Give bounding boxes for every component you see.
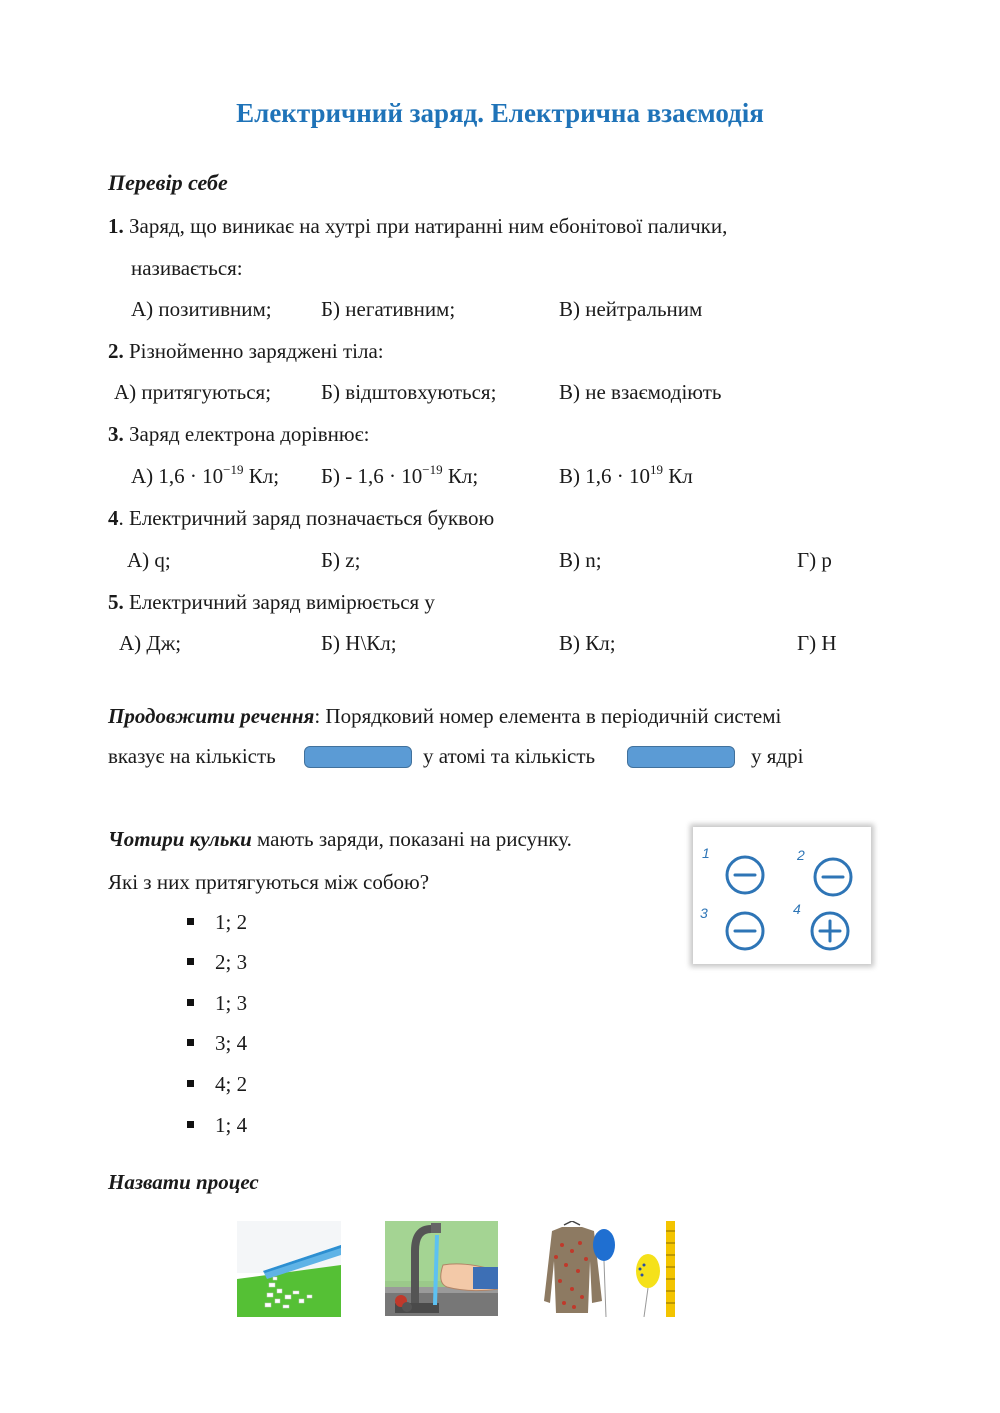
bullet-icon bbox=[187, 958, 194, 965]
balls-option-1[interactable]: 1; 2 bbox=[215, 910, 248, 934]
process-image-paper-bits bbox=[237, 1221, 341, 1317]
continue-sentence-line-1 bbox=[108, 706, 781, 727]
minus-charge-icon bbox=[815, 859, 851, 895]
question-1 bbox=[108, 216, 727, 237]
q1-option-b[interactable]: Б) негативним; bbox=[321, 297, 456, 321]
question-3-number: 3. bbox=[108, 422, 124, 446]
minus-charge-icon bbox=[727, 913, 763, 949]
section-heading-check: Перевір себе bbox=[108, 170, 228, 195]
balls-option-6[interactable]: 1; 4 bbox=[215, 1113, 248, 1137]
continue-sentence-text: : Порядковий номер елемента в періодичній системі bbox=[314, 704, 782, 728]
balls-question-line-1 bbox=[108, 829, 572, 850]
question-4-number: 4 bbox=[108, 506, 119, 530]
question-1-number: 1. bbox=[108, 214, 124, 238]
ball-label-4: 4 bbox=[793, 901, 801, 917]
balls-question-text-2: Які з них притягуються між собою? bbox=[108, 870, 430, 894]
charged-balls-figure bbox=[693, 827, 871, 964]
process-image-water-tap bbox=[385, 1221, 498, 1316]
page-title: Електричний заряд. Електрична взаємодія bbox=[236, 98, 764, 128]
q2-option-b[interactable]: Б) відштовхуються; bbox=[321, 380, 497, 404]
q5-option-c[interactable]: В) Кл; bbox=[559, 631, 616, 655]
q4-option-b[interactable]: Б) z; bbox=[321, 548, 361, 572]
bullet-icon bbox=[187, 1080, 194, 1087]
q1-option-c[interactable]: В) нейтральним bbox=[559, 297, 703, 321]
continue-sentence-text-2: вказує на кількість bbox=[108, 744, 276, 768]
q5-option-d[interactable]: Г) Н bbox=[797, 631, 837, 655]
q3-option-b[interactable]: $Б) - 1,6 \cdot 10^{-19}$ Кл; bbox=[321, 462, 479, 488]
plus-charge-icon bbox=[812, 913, 848, 949]
ball-label-2: 2 bbox=[797, 847, 805, 863]
question-2 bbox=[108, 341, 384, 362]
q4-option-c[interactable]: В) n; bbox=[559, 548, 602, 572]
question-5-text: Електричний заряд вимірюється у bbox=[129, 590, 435, 614]
bullet-icon bbox=[187, 918, 194, 925]
q4-option-a[interactable]: А) q; bbox=[127, 548, 171, 572]
question-5-number: 5. bbox=[108, 590, 124, 614]
continue-sentence-label: Продовжити речення bbox=[108, 704, 315, 728]
q3-option-c[interactable]: В) $1,6 \cdot 10^{19}$ Кл bbox=[559, 462, 693, 488]
question-1-text-cont: називається: bbox=[131, 256, 243, 280]
balls-question-text: мають заряди, показані на рисунку. bbox=[251, 827, 572, 851]
q5-option-b[interactable]: Б) Н\Кл; bbox=[321, 631, 397, 655]
q3-option-a[interactable]: А) $1,6 \cdot 10^{-19}$ Кл; bbox=[131, 462, 280, 488]
question-3-text: Заряд електрона дорівнює: bbox=[129, 422, 370, 446]
bullet-icon bbox=[187, 999, 194, 1006]
balls-option-4[interactable]: 3; 4 bbox=[215, 1031, 248, 1055]
section-heading-process: Назвати процес bbox=[108, 1170, 259, 1194]
question-2-number: 2. bbox=[108, 339, 124, 363]
question-4 bbox=[108, 508, 494, 529]
balls-option-5[interactable]: 4; 2 bbox=[215, 1072, 248, 1096]
q5-option-a[interactable]: А) Дж; bbox=[119, 631, 182, 655]
question-1-text: Заряд, що виникає на хутрі при натиранні ним ебонітової палички, bbox=[129, 214, 728, 238]
ball-label-3: 3 bbox=[700, 905, 708, 921]
q4-option-d[interactable]: Г) p bbox=[797, 548, 832, 572]
question-3 bbox=[108, 424, 369, 445]
balls-question-label: Чотири кульки bbox=[108, 827, 252, 851]
bullet-icon bbox=[187, 1121, 194, 1128]
answer-blank-1[interactable] bbox=[304, 746, 412, 768]
question-4-text: . Електричний заряд позначається буквою bbox=[118, 506, 495, 530]
continue-sentence-text-4: у ядрі bbox=[751, 744, 804, 768]
minus-charge-icon bbox=[727, 857, 763, 893]
bullet-icon bbox=[187, 1039, 194, 1046]
process-image-sweater-balloons bbox=[544, 1221, 675, 1317]
question-2-text: Різнойменно заряджені тіла: bbox=[129, 339, 384, 363]
balls-option-3[interactable]: 1; 3 bbox=[215, 991, 248, 1015]
continue-sentence-text-3: у атомі та кількість bbox=[423, 744, 596, 768]
q2-option-c[interactable]: В) не взаємодіють bbox=[559, 380, 722, 404]
charged-balls-svg bbox=[693, 827, 871, 964]
ball-label-1: 1 bbox=[702, 845, 710, 861]
question-5 bbox=[108, 592, 435, 613]
answer-blank-2[interactable] bbox=[627, 746, 735, 768]
balls-option-2[interactable]: 2; 3 bbox=[215, 950, 248, 974]
q2-option-a[interactable]: А) притягуються; bbox=[114, 380, 272, 404]
q1-option-a[interactable]: А) позитивним; bbox=[131, 297, 272, 321]
